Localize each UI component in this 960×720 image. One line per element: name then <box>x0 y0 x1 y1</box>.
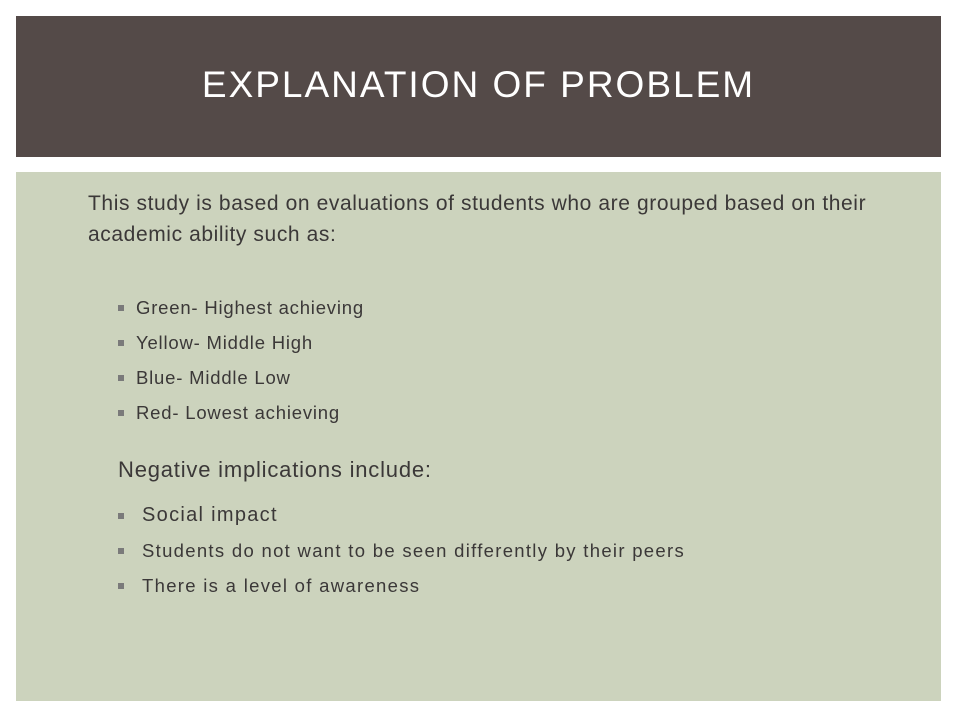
square-bullet-icon <box>118 513 124 519</box>
group-list <box>118 290 364 430</box>
list-item <box>118 360 364 395</box>
list-item <box>118 325 364 360</box>
group-label-yellow: Yellow- Middle High <box>136 331 313 353</box>
group-label-red: Red- Lowest achieving <box>136 401 340 423</box>
square-bullet-icon <box>118 410 124 416</box>
list-item <box>118 533 685 568</box>
square-bullet-icon <box>118 305 124 311</box>
intro-paragraph: This study is based on evaluations of students who are grouped based on their academic ability such as: <box>88 192 867 246</box>
list-item <box>118 498 685 533</box>
list-item <box>118 290 364 325</box>
implication-social-impact: Social impact <box>142 504 278 526</box>
square-bullet-icon <box>118 340 124 346</box>
square-bullet-icon <box>118 548 124 554</box>
list-item <box>118 395 364 430</box>
title-bar <box>16 16 941 157</box>
square-bullet-icon <box>118 583 124 589</box>
implications-heading: Negative implications include: <box>118 457 432 482</box>
group-label-green: Green- Highest achieving <box>136 296 364 318</box>
content-panel <box>16 172 941 701</box>
implication-peers: Students do not want to be seen differently by their peers <box>142 539 685 561</box>
slide-title: EXPLANATION OF PROBLEM <box>201 63 756 105</box>
group-label-blue: Blue- Middle Low <box>136 366 291 388</box>
list-item <box>118 568 685 603</box>
implications-list <box>118 498 685 603</box>
implication-awareness: There is a level of awareness <box>142 574 421 596</box>
square-bullet-icon <box>118 375 124 381</box>
